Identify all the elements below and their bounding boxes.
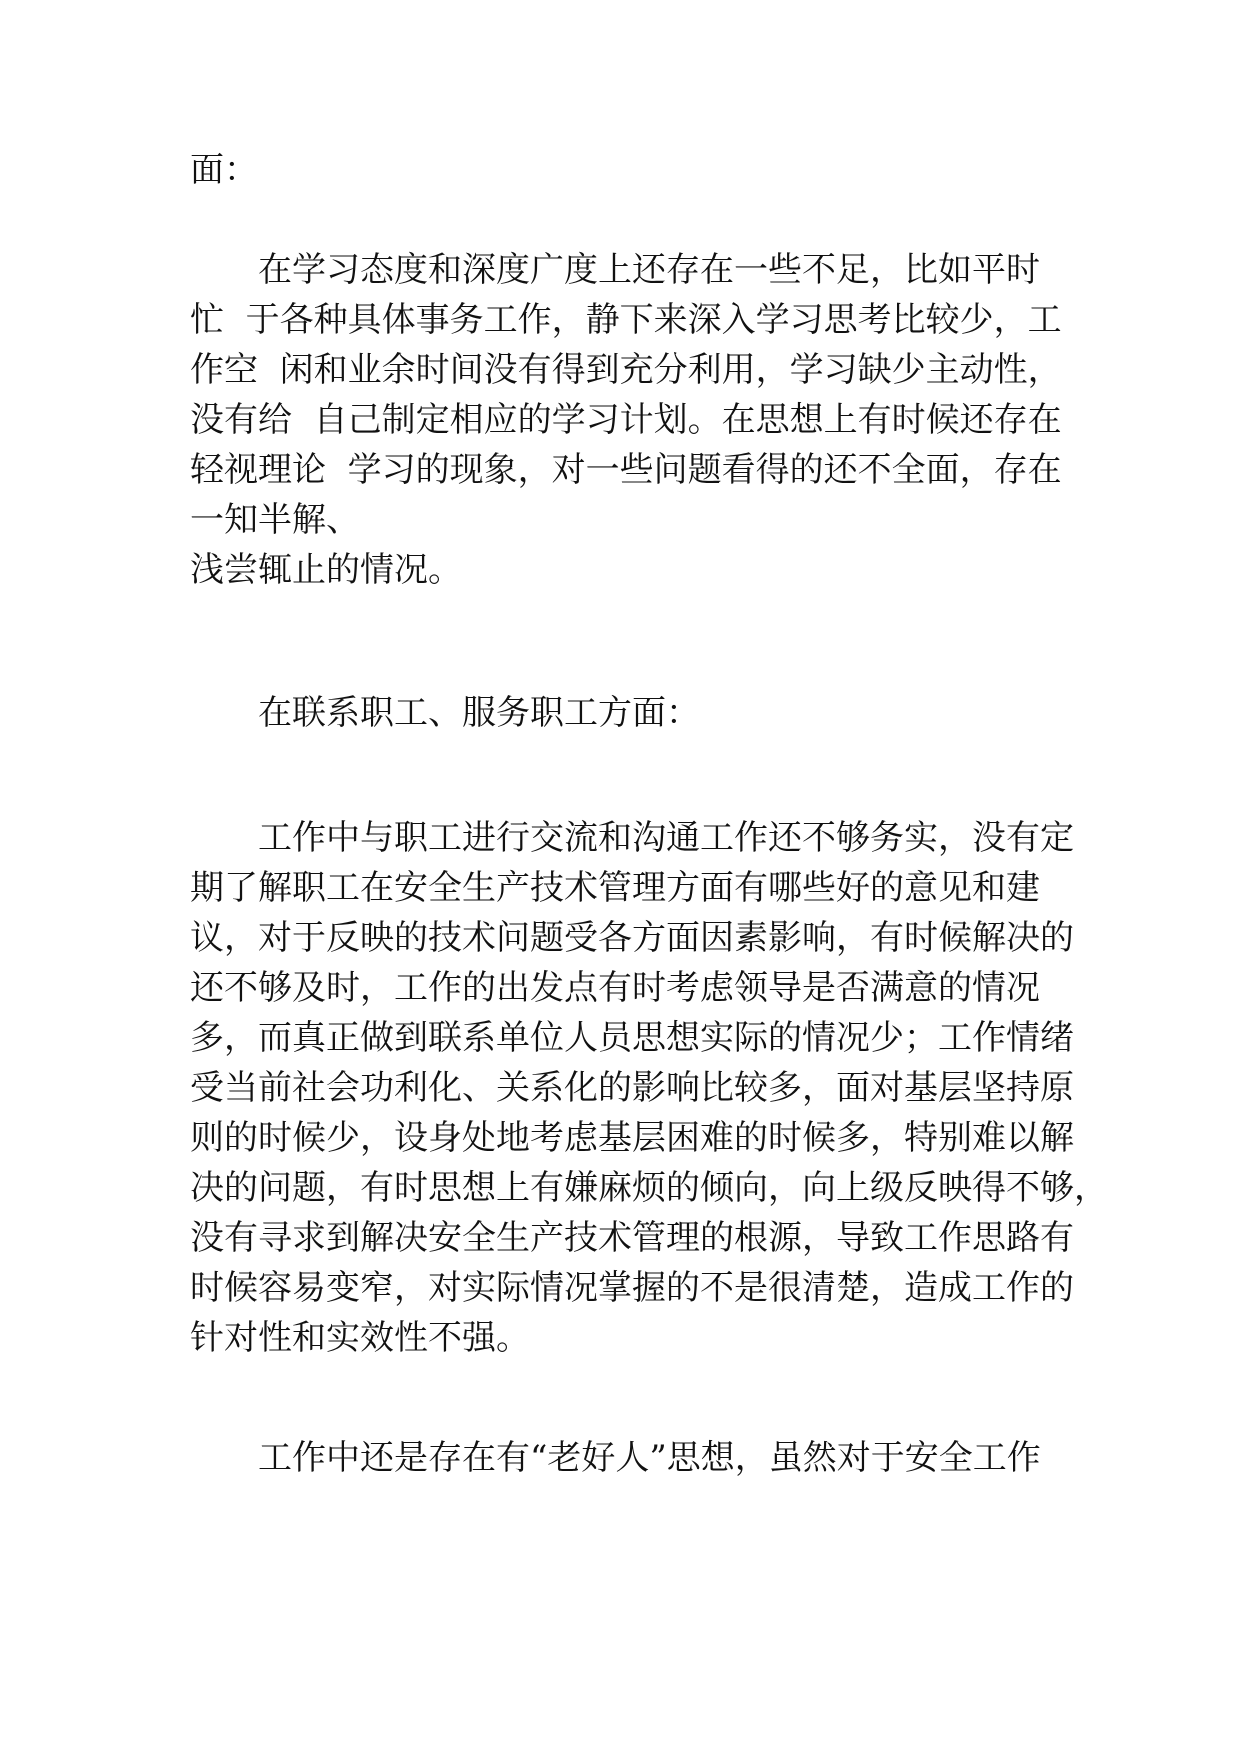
text-line: 受当前社会功利化、关系化的影响比较多，面对基层坚持原 xyxy=(190,1068,1074,1108)
text-line: 浅尝辄止的情况。 xyxy=(190,550,462,590)
text-line: 议，对于反映的技术问题受各方面因素影响，有时候解决的 xyxy=(190,918,1074,958)
text-line: 时候容易变窄，对实际情况掌握的不是很清楚，造成工作的 xyxy=(190,1268,1074,1308)
text-line: 还不够及时，工作的出发点有时考虑领导是否满意的情况 xyxy=(190,968,1040,1008)
text-line: 作空 闲和业余时间没有得到充分利用，学习缺少主动性， xyxy=(190,350,1062,390)
text-line: 一知半解、 xyxy=(190,500,360,540)
text-line: 工作中还是存在有“老好人”思想，虽然对于安全工作 xyxy=(258,1438,1041,1478)
text-line: 在学习态度和深度广度上还存在一些不足，比如平时 xyxy=(258,250,1040,290)
text-line: 决的问题，有时思想上有嫌麻烦的倾向，向上级反映得不够， xyxy=(190,1168,1108,1208)
text-line: 没有寻求到解决安全生产技术管理的根源，导致工作思路有 xyxy=(190,1218,1074,1258)
text-line: 针对性和实效性不强。 xyxy=(190,1318,530,1358)
text-line: 期了解职工在安全生产技术管理方面有哪些好的意见和建 xyxy=(190,868,1040,908)
text-line: 多，而真正做到联系单位人员思想实际的情况少；工作情绪 xyxy=(190,1018,1074,1058)
text-line: 轻视理论 学习的现象，对一些问题看得的还不全面，存在 xyxy=(190,450,1062,490)
text-line: 则的时候少，设身处地考虑基层困难的时候多，特别难以解 xyxy=(190,1118,1074,1158)
section-heading: 在联系职工、服务职工方面： xyxy=(258,693,700,733)
text-line: 忙 于各种具体事务工作，静下来深入学习思考比较少，工 xyxy=(190,300,1062,340)
text-line: 没有给 自己制定相应的学习计划。在思想上有时候还存在 xyxy=(190,400,1062,440)
text-line: 面： xyxy=(190,150,258,190)
text-line: 工作中与职工进行交流和沟通工作还不够务实，没有定 xyxy=(258,818,1074,858)
